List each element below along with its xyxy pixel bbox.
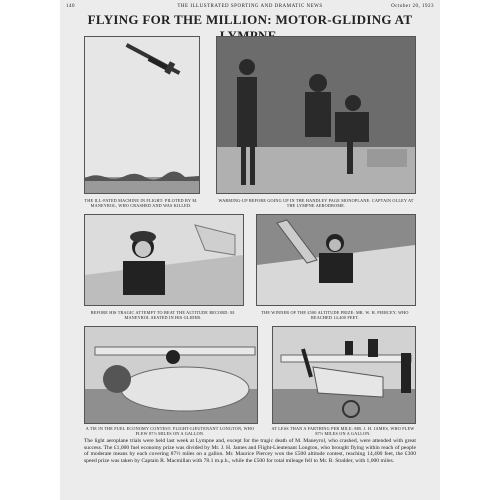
caption-maneyrol-seated: BEFORE HIS TRAGIC ATTEMPT TO BEAT THE ALTITUDE RECORD: M. MANEYROL SEATED IN HIS GLIDER.: [90, 310, 236, 321]
caption-james-machine: AT LESS THAN A FARTHING PER MILE: MR. J. H. JAMES, WHO FLEW 87½ MILES ON A GALLON.: [271, 426, 415, 437]
photo-plane-in-flight: [84, 36, 200, 194]
caption-plane-in-flight: THE ILL-FATED MACHINE IN FLIGHT: PILOTED BY M. MANEYROL, WHO CRASHED AND WAS KILLED.: [84, 198, 198, 209]
photo-longton-machine: [84, 326, 258, 424]
issue-date: October 20, 1923: [391, 4, 434, 9]
magazine-page: [60, 0, 440, 500]
caption-longton-machine-text: A TIE IN THE FUEL ECONOMY CONTEST: FLIGHT-LIEUTENANT LONGTON, WHO FLEW 87½ MILES ON A GALLON.: [85, 426, 255, 437]
photo-james-machine: [272, 326, 416, 424]
page-number: 140: [66, 4, 75, 9]
photo-maneyrol-seated: [84, 214, 244, 306]
article-body: The light aeroplane trials were held last week at Lympne and, except for the tragic death of M. Maneyrol, who crashed, were attended with great success. The £1,000 fuel economy prize was divided by Mr. J. H. James and Flight-Lieutenant Longton, who brought flying within reach of people of moderate means by each covering 87½ miles on a gallon. Mr. Maurice Piercey won the £500 altitude contest, reaching 14,400 feet, the £300 speed prize was taken by Captain R. Macmillan with 78.1 m.p.h., while the £500 for total mileage fell to Mr. B. Studder, with 1,000 miles.: [84, 438, 416, 464]
caption-altitude-winner: THE WINNER OF THE £500 ALTITUDE PRIZE: MR. W. H. PIERCEY, WHO REACHED 14,400 FEET.: [261, 310, 409, 321]
photo-warming-up: [216, 36, 416, 194]
publication-name: THE ILLUSTRATED SPORTING AND DRAMATIC NEWS: [177, 4, 323, 9]
caption-warming-up: WARMING-UP BEFORE GOING UP IN THE HANDLEY PAGE MONOPLANE: CAPTAIN OLLEY AT THE LYMPNE AERODROME.: [218, 198, 414, 209]
photo-altitude-winner: [256, 214, 416, 306]
page-title: FLYING FOR THE MILLION: MOTOR-GLIDING AT: [87, 12, 413, 27]
